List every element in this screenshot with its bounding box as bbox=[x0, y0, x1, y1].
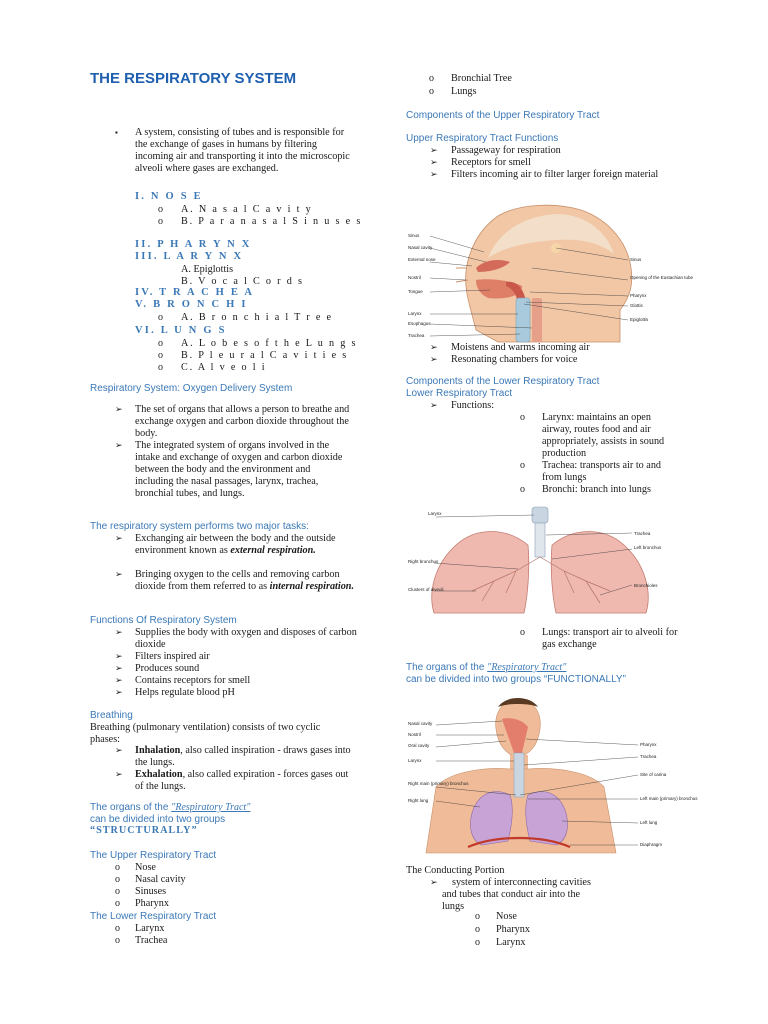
outline-item: A. B r o n c h i a l T r e e bbox=[181, 312, 333, 323]
lower-tract-item: Bronchial Tree bbox=[451, 73, 512, 84]
conducting-sub: Pharynx bbox=[496, 924, 530, 935]
upper-function-item: Filters incoming air to filter larger foreign material bbox=[451, 169, 659, 180]
circle-bullet-icon: o bbox=[475, 937, 480, 948]
functional-intro: The organs of the "Respiratory Tract" bbox=[406, 662, 567, 673]
circle-bullet-icon: o bbox=[158, 362, 163, 373]
outline-lungs: VI. L U N G S bbox=[135, 325, 227, 336]
lower-components-heading: Components of the Lower Respiratory Tract bbox=[406, 376, 600, 387]
arrow-bullet-icon: ➢ bbox=[115, 404, 123, 414]
outline-item: A. Epiglottis bbox=[181, 264, 234, 275]
outline-item: C. A l v e o l i bbox=[181, 362, 267, 373]
head-label: Pharynx bbox=[630, 293, 647, 298]
lower-function-item: Lungs: transport air to alveoli for gas exchange bbox=[542, 627, 678, 650]
upper-function-item: Moistens and warms incoming air bbox=[451, 342, 590, 353]
functions-item: Supplies the body with oxygen and disposes of carbon dioxide bbox=[135, 627, 357, 650]
arrow-bullet-icon: ➢ bbox=[115, 687, 123, 697]
conducting-heading: The Conducting Portion bbox=[406, 865, 505, 876]
upper-tract-item: Nose bbox=[135, 862, 156, 873]
breathing-heading: Breathing bbox=[90, 710, 133, 721]
body-label: Pharynx bbox=[640, 742, 657, 747]
lung-label: Trachea bbox=[634, 531, 651, 536]
circle-bullet-icon: o bbox=[520, 412, 525, 423]
outline-trachea: IV. T R A C H E A bbox=[135, 287, 255, 298]
page-title: THE RESPIRATORY SYSTEM bbox=[90, 70, 297, 87]
arrow-bullet-icon: ➢ bbox=[430, 169, 438, 179]
circle-bullet-icon: o bbox=[115, 886, 120, 897]
functions-item: Produces sound bbox=[135, 663, 200, 674]
upper-components-heading: Components of the Upper Respiratory Tract bbox=[406, 110, 600, 121]
lower-components-sub: Lower Respiratory Tract bbox=[406, 388, 513, 399]
lower-function-item: Larynx: maintains an open airway, routes food and air appropriately, assists in sound production bbox=[542, 412, 665, 459]
circle-bullet-icon: o bbox=[520, 460, 525, 471]
outline-larynx: III. L A R Y N X bbox=[135, 251, 244, 262]
breathing-text: Breathing (pulmonary ventilation) consists of two cyclic phases: bbox=[90, 722, 321, 745]
head-label: Nostril bbox=[408, 275, 421, 280]
circle-bullet-icon: o bbox=[115, 898, 120, 909]
body-label: Nostril bbox=[408, 732, 421, 737]
outline-bronchi: V. B R O N C H I bbox=[135, 299, 248, 310]
arrow-bullet-icon: ➢ bbox=[115, 745, 123, 755]
outline-item: A. N a s a l C a v i t y bbox=[181, 204, 313, 215]
outline-item: B. V o c a l C o r d s bbox=[181, 276, 304, 287]
tasks-item-2: Bringing oxygen to the cells and removing carbon dioxide from them referred to as internal respiration. bbox=[135, 569, 355, 592]
lung-label: Bronchioles bbox=[634, 583, 658, 588]
circle-bullet-icon: o bbox=[158, 216, 163, 227]
circle-bullet-icon: o bbox=[429, 73, 434, 84]
circle-bullet-icon: o bbox=[158, 338, 163, 349]
body-label: Trachea bbox=[640, 754, 657, 759]
body-label: Oral cavity bbox=[408, 743, 430, 748]
upper-function-item: Passageway for respiration bbox=[451, 145, 561, 156]
body-label: Right main (primary) bronchus bbox=[408, 781, 469, 786]
head-label: Glottis bbox=[630, 303, 643, 308]
functions-heading: Functions Of Respiratory System bbox=[90, 615, 237, 626]
oxygen-item: The set of organs that allows a person to breathe and exchange oxygen and carbon dioxide throughout the body. bbox=[135, 404, 350, 439]
body-label: Left lung bbox=[640, 820, 658, 825]
head-label: Trachea bbox=[408, 333, 425, 338]
upper-tract-item: Pharynx bbox=[135, 898, 169, 909]
lower-functions-label: Functions: bbox=[451, 400, 495, 411]
head-label: External nose bbox=[408, 257, 436, 262]
functions-item: Contains receptors for smell bbox=[135, 675, 251, 686]
head-label: Tongue bbox=[408, 289, 423, 294]
arrow-bullet-icon: ➢ bbox=[115, 769, 123, 779]
exhalation-item: Exhalation, also called expiration - forces gases out of the lungs. bbox=[135, 769, 349, 792]
head-label: Nasal cavity bbox=[408, 245, 433, 250]
functions-item: Filters inspired air bbox=[135, 651, 210, 662]
functions-item: Helps regulate blood pH bbox=[135, 687, 235, 698]
outline-item: A. L o b e s o f t h e L u n g s bbox=[181, 338, 358, 349]
intro-text: A system, consisting of tubes and is responsible for the exchange of gases in humans by filtering incoming air and transporting it into the microscopic alveoli where gases are exchanged. bbox=[135, 127, 350, 174]
structural-line2: can be divided into two groups bbox=[90, 814, 226, 825]
conducting-sub: Nose bbox=[496, 911, 517, 922]
arrow-bullet-icon: ➢ bbox=[115, 533, 123, 543]
body-label: Right lung bbox=[408, 798, 429, 803]
head-label: Epiglottis bbox=[630, 317, 649, 322]
body-label: Larynx bbox=[408, 758, 422, 763]
arrow-bullet-icon: ➢ bbox=[430, 342, 438, 352]
respiratory-tract-link[interactable]: "Respiratory Tract" bbox=[487, 662, 567, 673]
structural-emphasis: “STRUCTURALLY” bbox=[90, 825, 198, 836]
lung-label: Right bronchus bbox=[408, 559, 439, 564]
arrow-bullet-icon: ➢ bbox=[430, 354, 438, 364]
head-label: Esophagus bbox=[408, 321, 431, 326]
arrow-bullet-icon: ➢ bbox=[115, 675, 123, 685]
conducting-sub: Larynx bbox=[496, 937, 526, 948]
circle-bullet-icon: o bbox=[115, 874, 120, 885]
body-label: Site of carina bbox=[640, 772, 667, 777]
arrow-bullet-icon: ➢ bbox=[430, 157, 438, 167]
lower-tract-item: Larynx bbox=[135, 923, 165, 934]
outline-pharynx: II. P H A R Y N X bbox=[135, 239, 252, 250]
head-cross-section-diagram bbox=[406, 202, 694, 342]
oxygen-heading: Respiratory System: Oxygen Delivery System bbox=[90, 383, 293, 394]
circle-bullet-icon: o bbox=[158, 204, 163, 215]
square-bullet-icon: ▪ bbox=[115, 128, 118, 137]
circle-bullet-icon: o bbox=[520, 627, 525, 638]
tasks-item-1: Exchanging air between the body and the outside environment known as external respiration. bbox=[135, 533, 336, 556]
upper-tract-heading: The Upper Respiratory Tract bbox=[90, 850, 217, 861]
lung-label: Larynx bbox=[428, 511, 442, 516]
upper-functions-heading: Upper Respiratory Tract Functions bbox=[406, 133, 559, 144]
upper-function-item: Resonating chambers for voice bbox=[451, 354, 578, 365]
respiratory-tract-link[interactable]: "Respiratory Tract" bbox=[171, 802, 251, 813]
lung-label: Clusters of alveoli bbox=[408, 587, 444, 592]
arrow-bullet-icon: ➢ bbox=[115, 440, 123, 450]
lungs-diagram bbox=[406, 505, 678, 622]
head-label: Sinus bbox=[408, 233, 420, 238]
tasks-heading: The respiratory system performs two major tasks: bbox=[90, 521, 309, 532]
circle-bullet-icon: o bbox=[158, 350, 163, 361]
circle-bullet-icon: o bbox=[115, 935, 120, 946]
outline-item: B. P l e u r a l C a v i t i e s bbox=[181, 350, 349, 361]
oxygen-item: The integrated system of organs involved in the intake and exchange of oxygen and carbon dioxide between the body and the environment and including the nasal passages, larynx, trachea, bronchial tubes, and lungs. bbox=[135, 440, 343, 499]
lower-function-item: Trachea: transports air to and from lungs bbox=[542, 460, 662, 483]
arrow-bullet-icon: ➢ bbox=[430, 145, 438, 155]
conducting-item: system of interconnecting cavities and tubes that conduct air into the lungs bbox=[442, 877, 591, 912]
outline-item: B. P a r a n a s a l S i n u s e s bbox=[181, 216, 363, 227]
circle-bullet-icon: o bbox=[115, 862, 120, 873]
body-label: Nasal cavity bbox=[408, 721, 433, 726]
circle-bullet-icon: o bbox=[475, 911, 480, 922]
circle-bullet-icon: o bbox=[158, 312, 163, 323]
head-label: Opening of the Eustachian tube bbox=[630, 275, 694, 280]
arrow-bullet-icon: ➢ bbox=[430, 400, 438, 410]
circle-bullet-icon: o bbox=[115, 923, 120, 934]
structural-intro: The organs of the "Respiratory Tract" bbox=[90, 802, 251, 813]
upper-body-diagram bbox=[406, 695, 698, 853]
arrow-bullet-icon: ➢ bbox=[115, 651, 123, 661]
body-label: Diaphragm bbox=[640, 842, 663, 847]
circle-bullet-icon: o bbox=[520, 484, 525, 495]
arrow-bullet-icon: ➢ bbox=[115, 627, 123, 637]
head-label: Larynx bbox=[408, 311, 422, 316]
upper-tract-item: Nasal cavity bbox=[135, 874, 186, 885]
upper-function-item: Receptors for smell bbox=[451, 157, 531, 168]
circle-bullet-icon: o bbox=[429, 86, 434, 97]
inhalation-item: Inhalation, also called inspiration - draws gases into the lungs. bbox=[135, 745, 351, 768]
lower-tract-item: Lungs bbox=[451, 86, 477, 97]
functional-line2: can be divided into two groups “FUNCTIONALLY” bbox=[406, 674, 626, 685]
outline-nose: I. N O S E bbox=[135, 191, 203, 202]
arrow-bullet-icon: ➢ bbox=[115, 663, 123, 673]
lower-tract-heading: The Lower Respiratory Tract bbox=[90, 911, 217, 922]
arrow-bullet-icon: ➢ bbox=[430, 877, 438, 887]
head-label: Sinus bbox=[630, 257, 642, 262]
lower-function-item: Bronchi: branch into lungs bbox=[542, 484, 651, 495]
lower-tract-item: Trachea bbox=[135, 935, 168, 946]
upper-tract-item: Sinuses bbox=[135, 886, 167, 897]
lung-label: Left bronchus bbox=[634, 545, 662, 550]
circle-bullet-icon: o bbox=[475, 924, 480, 935]
body-label: Left main (primary) bronchus bbox=[640, 796, 698, 801]
arrow-bullet-icon: ➢ bbox=[115, 569, 123, 579]
